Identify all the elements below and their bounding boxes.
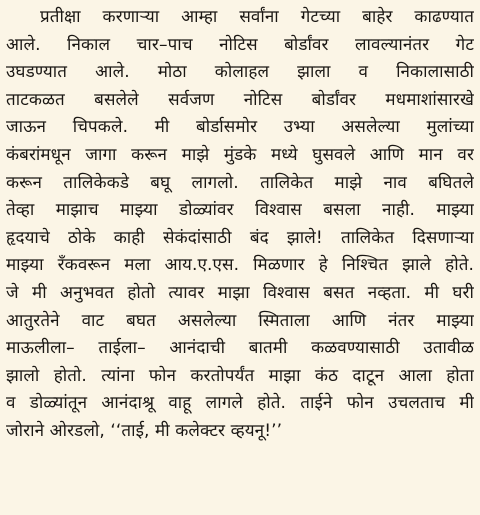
body-paragraph: [6, 4, 474, 446]
paragraph-line-8: तेव्हा माझाच माझ्या डोळ्यांवर विश्वास बसला नाही. माझ्या: [6, 200, 474, 221]
paragraph-line-12: आतुरतेने वाट बघत असलेल्या स्मिताला आणि नंतर माझ्या: [6, 310, 474, 331]
paragraph-line-11: जे मी अनुभवत होतो त्यावर माझा विश्वास बसत नव्हता. मी घरी: [6, 282, 474, 303]
paragraph-line-7: करून तालिकेकडे बघू लागलो. तालिकेत माझे नाव बघितले: [6, 172, 474, 193]
paragraph-line-6: कंबरांमधून जागा करून माझे मुंडके मध्ये घुसवले आणि मान वर: [6, 144, 474, 165]
paragraph-line-14: झालो होतो. त्यांना फोन करतोपर्यंत माझा कंठ दाटून आला होता: [6, 365, 474, 386]
paragraph-line-5: जाऊन चिपकले. मी बोर्डासमोर उभ्या असलेल्या मुलांच्या: [6, 117, 474, 138]
paragraph-line-9: हृदयाचे ठोके काही सेकंदांसाठी बंद झाले! तालिकेत दिसणाऱ्या: [6, 227, 474, 248]
paragraph-line-13: माऊलीला– ताईला– आनंदाची बातमी कळवण्यासाठी उतावीळ: [6, 338, 474, 359]
paragraph-line-10: माझ्या रँकवरून मला आय.ए.एस. मिळणार हे निश्चित झाले होते.: [6, 255, 474, 276]
paragraph-line-1: प्रतीक्षा करणाऱ्या आम्हा सर्वांना गेटच्या बाहेर काढण्यात: [40, 7, 474, 27]
paragraph-line-16: जोराने ओरडलो, ‘‘ताई, मी कलेक्टर व्हयनू!’’: [6, 420, 283, 441]
paragraph-line-4: ताटकळत बसलेले सर्वजण नोटिस बोर्डांवर मधमाशांसारखे: [6, 89, 474, 110]
paragraph-line-3: उघडण्यात आले. मोठा कोलाहल झाला व निकालासाठी: [6, 62, 474, 83]
paragraph-line-2: आले. निकाल चार–पाच नोटिस बोर्डांवर लावल्यानंतर गेट: [6, 34, 474, 55]
paragraph-line-15: व डोळ्यांतून आनंदाश्रू वाहू लागले होते. ताईने फोन उचलताच मी: [6, 393, 474, 414]
